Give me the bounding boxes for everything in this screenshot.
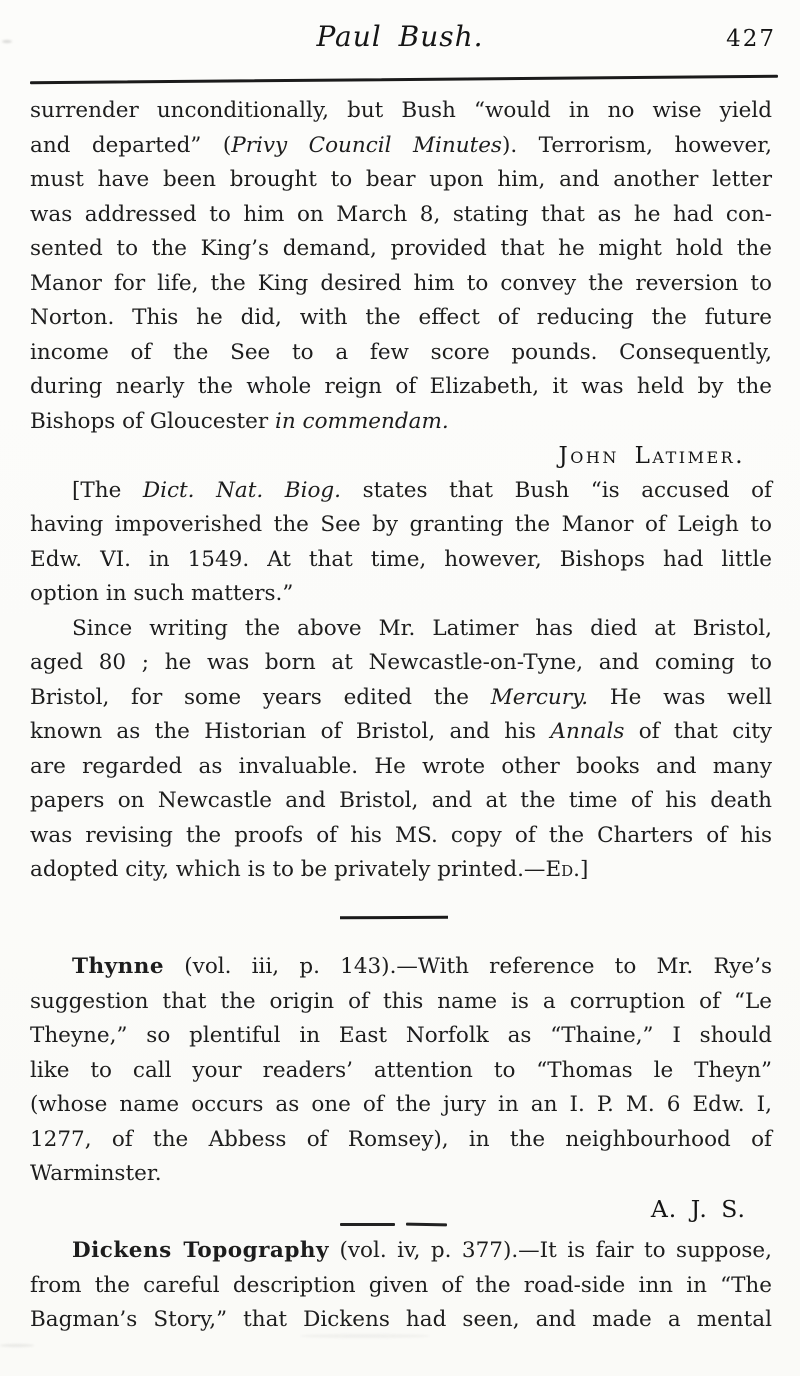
- text-segment: Bagman’s Story,” that Dickens had seen, and made a mental: [30, 1307, 772, 1332]
- text-segment: Ed.: [545, 857, 580, 882]
- text-line: [30, 232, 772, 267]
- text-line: [30, 1157, 772, 1192]
- text-segment: are regarded as invaluable. He wrote other books and many: [30, 753, 772, 779]
- text-segment: 1277, of the Abbess of Romsey), in the neighbourhood of: [30, 1126, 772, 1152]
- text-line: [30, 543, 772, 578]
- scan-artifact: [300, 1334, 430, 1338]
- page-number: 427: [726, 26, 776, 52]
- text-segment: Dickens Topography: [72, 1238, 330, 1263]
- text-line: [30, 508, 772, 543]
- text-line: [30, 819, 772, 854]
- text-segment: option in such matters.”: [30, 581, 294, 606]
- text-segment: (whose name occurs as one of the jury in an I. P. M. 6 Edw. I,: [30, 1092, 772, 1117]
- text-segment: He was well: [588, 684, 772, 710]
- latimer-obituary-paragraph: [30, 612, 772, 888]
- text-segment: Bishops of Gloucester: [30, 408, 275, 434]
- scan-artifact: [0, 1344, 34, 1347]
- text-segment: (vol. iv, p. 377).—It is fair to suppose,: [329, 1238, 772, 1263]
- text-segment: Since writing the above Mr. Latimer has died at Bristol,: [72, 615, 772, 641]
- text-line: [30, 715, 772, 750]
- text-segment: papers on Newcastle and Bristol, and at the time of his death: [30, 788, 772, 813]
- dash-mark: [406, 1223, 447, 1227]
- text-line: [30, 301, 772, 336]
- text-segment: sented to the King’s demand, provided that he might hold the: [30, 236, 772, 261]
- text-segment: Thynne: [72, 954, 165, 979]
- text-line: [30, 336, 772, 371]
- text-line: [30, 370, 772, 405]
- text-line: [30, 784, 772, 819]
- text-segment: aged 80 ; he was born at Newcastle-on-Tyne, and coming to: [30, 650, 772, 675]
- text-line: [30, 1123, 772, 1158]
- text-segment: like to call your readers’ attention to “Thomas le Theyn”: [30, 1057, 772, 1083]
- text-line: [30, 267, 772, 302]
- signature-john-latimer: [30, 439, 772, 474]
- editor-note-paragraph: [30, 474, 772, 612]
- text-segment: having impoverished the See by granting the Manor of Leigh to: [30, 512, 772, 537]
- dickens-topography-paragraph: [30, 1234, 772, 1338]
- text-segment: Bristol, for some years edited the: [30, 684, 491, 710]
- text-segment: income of the See to a few score pounds. Consequently,: [30, 339, 772, 365]
- text-segment: [The: [72, 477, 143, 503]
- text-line: [30, 750, 772, 785]
- text-segment: ]: [580, 857, 589, 882]
- text-segment: Dict. Nat. Biog.: [142, 477, 342, 503]
- text-segment: from the careful description given of the road-side inn in “The: [30, 1272, 772, 1298]
- text-line: [30, 646, 772, 681]
- signature-text: John Latimer.: [558, 443, 745, 469]
- text-line: [30, 474, 772, 509]
- text-segment: ). Terrorism, however,: [501, 132, 772, 158]
- text-segment: Norton. This he did, with the effect of reducing the future: [30, 305, 772, 330]
- text-segment: known as the Historian of Bristol, and his: [30, 719, 551, 744]
- text-line: [30, 1054, 772, 1089]
- text-line: [30, 1303, 772, 1338]
- text-segment: Mercury.: [490, 684, 589, 710]
- text-segment: Annals: [550, 719, 625, 744]
- text-line: [30, 1088, 772, 1123]
- thynne-paragraph: [30, 950, 772, 1192]
- text-segment: during nearly the whole reign of Elizabeth, it was held by the: [30, 374, 772, 399]
- text-segment: Theyne,” so plentiful in East Norfolk as “Thaine,” I should: [30, 1023, 772, 1048]
- text-line: [30, 1269, 772, 1304]
- text-line: [30, 94, 772, 129]
- signature-initials: A. J. S.: [650, 1194, 746, 1223]
- text-line: [30, 163, 772, 198]
- text-segment: was revising the proofs of his MS. copy of the Charters of his: [30, 822, 772, 848]
- paul-bush-continuation-paragraph: [30, 94, 772, 439]
- signature-dashes: [340, 1208, 447, 1243]
- text-line: [30, 612, 772, 647]
- dash-mark: [340, 1223, 395, 1226]
- text-segment: Edw. VI. in 1549. At that time, however, Bishops had little: [30, 546, 772, 572]
- text-segment: Manor for life, the King desired him to convey the reversion to: [30, 270, 772, 296]
- text-segment: Privy Council Minutes: [231, 132, 502, 158]
- text-segment: (vol. iii, p. 143).—With reference to Mr. Rye’s: [164, 954, 772, 979]
- text-segment: of that city: [624, 719, 772, 744]
- signature-ajs: [30, 1192, 772, 1227]
- page-header: [0, 0, 800, 78]
- text-line: [30, 681, 772, 716]
- text-line: [30, 853, 772, 888]
- text-segment: was addressed to him on March 8, stating that as he had con-: [30, 201, 772, 227]
- text-line: [30, 405, 772, 440]
- page-body: [0, 78, 800, 1338]
- section-divider: [340, 915, 448, 918]
- text-segment: states that Bush “is accused of: [341, 477, 772, 503]
- text-line: [30, 577, 772, 612]
- text-segment: in commendam.: [274, 408, 449, 434]
- text-line: [30, 198, 772, 233]
- text-line: [30, 1019, 772, 1054]
- text-segment: and departed” (: [30, 132, 232, 158]
- running-title: Paul Bush.: [316, 20, 484, 53]
- text-segment: suggestion that the origin of this name is a corruption of “Le: [30, 988, 772, 1014]
- text-segment: surrender unconditionally, but Bush “would in no wise yield: [30, 98, 772, 123]
- scan-artifact: [2, 40, 12, 43]
- text-segment: must have been brought to bear upon him, and another letter: [30, 167, 772, 192]
- text-segment: adopted city, which is to be privately printed.—: [30, 857, 546, 882]
- text-line: [30, 129, 772, 164]
- text-line: [30, 950, 772, 985]
- text-line: [30, 985, 772, 1020]
- text-segment: Warminster.: [30, 1161, 162, 1186]
